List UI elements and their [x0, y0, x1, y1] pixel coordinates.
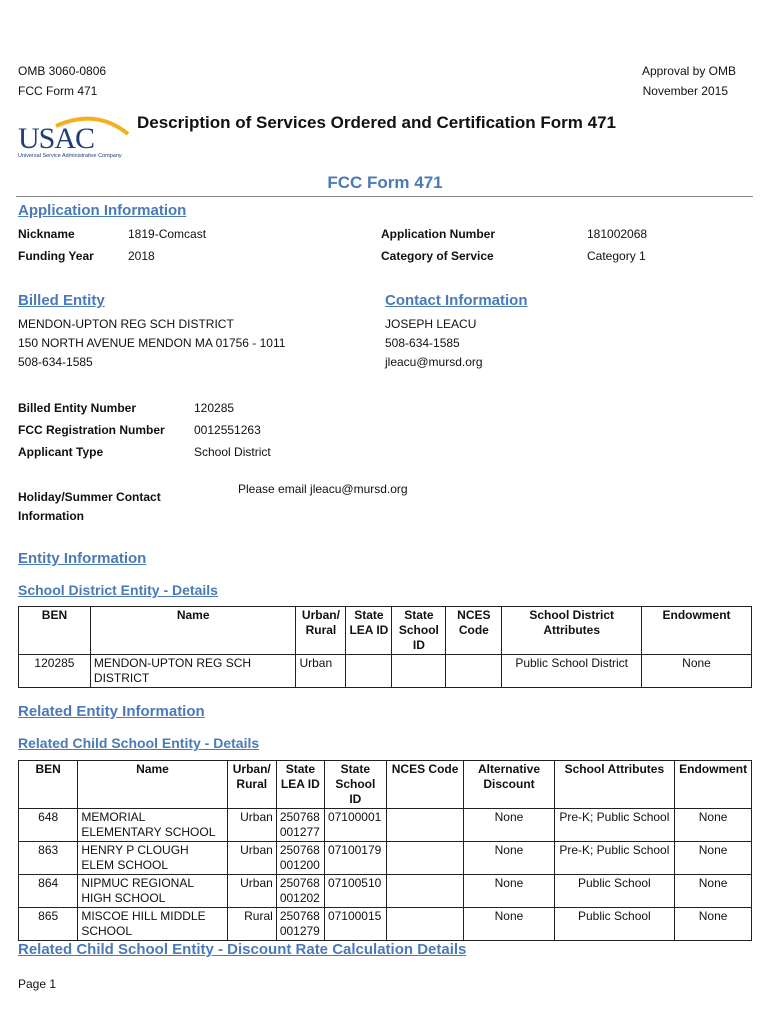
cell-urban-rural: Urban: [227, 875, 276, 908]
cell-state-lea-id: 250768 001200: [276, 842, 324, 875]
approval-label: Approval by OMB: [641, 64, 736, 78]
cell-district-attributes: Public School District: [502, 655, 642, 688]
cell-name: HENRY P CLOUGH ELEM SCHOOL: [78, 842, 227, 875]
header-divider: [16, 196, 753, 197]
cell-school-attributes: Pre-K; Public School: [554, 842, 675, 875]
col-state-lea-id: State LEA ID: [346, 607, 392, 655]
cell-state-school-id: [392, 655, 446, 688]
cell-state-school-id: 07100510: [324, 875, 386, 908]
application-heading: Application Information: [18, 202, 187, 219]
nickname-label: Nickname: [18, 227, 75, 241]
cell-nces-code: [386, 908, 464, 941]
cell-endowment: None: [675, 875, 752, 908]
col-ben: BEN: [19, 607, 91, 655]
cell-state-lea-id: 250768 001279: [276, 908, 324, 941]
cell-state-school-id: 07100015: [324, 908, 386, 941]
col-nces-code: NCES Code: [386, 761, 464, 809]
logo-subtext: Universal Service Administrative Company: [18, 153, 122, 159]
cell-school-attributes: Public School: [554, 908, 675, 941]
col-ben: BEN: [19, 761, 78, 809]
page-title: Description of Services Ordered and Certification Form 471: [137, 113, 616, 132]
entity-heading: Entity Information: [18, 550, 147, 567]
child-details-heading: Related Child School Entity - Details: [18, 735, 260, 751]
col-urban-rural: Urban/ Rural: [227, 761, 276, 809]
col-state-school-id: State School ID: [392, 607, 446, 655]
cell-ben: 120285: [19, 655, 91, 688]
cell-alternative-discount: None: [464, 842, 554, 875]
ben-label: Billed Entity Number: [18, 401, 137, 415]
cell-endowment: None: [642, 655, 752, 688]
cell-nces-code: [446, 655, 502, 688]
form-heading: FCC Form 471: [327, 173, 443, 192]
holiday-contact-label-1: Holiday/Summer Contact: [18, 490, 161, 504]
frn-label: FCC Registration Number: [18, 423, 165, 437]
cell-endowment: None: [675, 809, 752, 842]
discount-calc-heading: Related Child School Entity - Discount Rate Calculation Details: [18, 941, 467, 958]
table-row: [19, 842, 752, 875]
related-entity-heading: Related Entity Information: [18, 703, 205, 720]
category-value: Category 1: [587, 249, 646, 263]
cell-state-lea-id: 250768 001277: [276, 809, 324, 842]
cell-nces-code: [386, 809, 464, 842]
cell-school-attributes: Pre-K; Public School: [554, 809, 675, 842]
district-details-heading: School District Entity - Details: [18, 582, 218, 598]
col-name: Name: [78, 761, 227, 809]
contact-phone: 508-634-1585: [385, 336, 460, 350]
logo-text: USAC: [18, 122, 95, 155]
col-alternative-discount: Alternative Discount: [464, 761, 554, 809]
funding-year-label: Funding Year: [18, 249, 94, 263]
cell-state-school-id: 07100179: [324, 842, 386, 875]
cell-nces-code: [386, 875, 464, 908]
billed-entity-address: 150 NORTH AVENUE MENDON MA 01756 - 1011: [18, 336, 286, 350]
district-table: [18, 606, 752, 688]
cell-urban-rural: Urban: [227, 809, 276, 842]
child-table: [18, 760, 752, 941]
application-number-label: Application Number: [381, 227, 496, 241]
billed-entity-name: MENDON-UPTON REG SCH DISTRICT: [18, 317, 234, 331]
cell-urban-rural: Urban: [296, 655, 346, 688]
cell-ben: 648: [19, 809, 78, 842]
table-row: [19, 875, 752, 908]
col-nces-code: NCES Code: [446, 607, 502, 655]
cell-ben: 864: [19, 875, 78, 908]
ben-value: 120285: [194, 401, 235, 415]
holiday-contact-value: Please email jleacu@mursd.org: [238, 482, 408, 496]
cell-state-lea-id: 250768 001202: [276, 875, 324, 908]
cell-name: MISCOE HILL MIDDLE SCHOOL: [78, 908, 227, 941]
col-endowment: Endowment: [675, 761, 752, 809]
table-row: [19, 809, 752, 842]
cell-urban-rural: Urban: [227, 842, 276, 875]
child-table-header: [19, 761, 752, 809]
cell-name: MENDON-UPTON REG SCH DISTRICT: [90, 655, 296, 688]
applicant-type-label: Applicant Type: [18, 445, 104, 459]
holiday-contact-label-2: Information: [18, 509, 84, 523]
col-name: Name: [90, 607, 296, 655]
col-school-attributes: School Attributes: [554, 761, 675, 809]
page-number: Page 1: [18, 977, 57, 991]
cell-alternative-discount: None: [464, 875, 554, 908]
cell-school-attributes: Public School: [554, 875, 675, 908]
contact-email: jleacu@mursd.org: [385, 355, 483, 369]
contact-name: JOSEPH LEACU: [385, 317, 477, 331]
cell-ben: 863: [19, 842, 78, 875]
cell-ben: 865: [19, 908, 78, 941]
col-endowment: Endowment: [642, 607, 752, 655]
cell-endowment: None: [675, 908, 752, 941]
applicant-type-value: School District: [194, 445, 271, 459]
usac-logo: [16, 112, 136, 164]
cell-state-school-id: 07100001: [324, 809, 386, 842]
col-district-attributes: School District Attributes: [502, 607, 642, 655]
category-label: Category of Service: [381, 249, 494, 263]
col-state-school-id: State School ID: [324, 761, 386, 809]
col-urban-rural: Urban/ Rural: [296, 607, 346, 655]
omb-number: OMB 3060-0806: [18, 64, 107, 78]
frn-value: 0012551263: [194, 423, 261, 437]
application-number-value: 181002068: [587, 227, 648, 241]
district-table-header: [19, 607, 752, 655]
contact-heading: Contact Information: [385, 292, 528, 309]
cell-alternative-discount: None: [464, 809, 554, 842]
cell-nces-code: [386, 842, 464, 875]
cell-name: NIPMUC REGIONAL HIGH SCHOOL: [78, 875, 227, 908]
cell-name: MEMORIAL ELEMENTARY SCHOOL: [78, 809, 227, 842]
table-row: [19, 908, 752, 941]
form-label: FCC Form 471: [18, 84, 98, 98]
billed-entity-phone: 508-634-1585: [18, 355, 93, 369]
col-state-lea-id: State LEA ID: [276, 761, 324, 809]
funding-year-value: 2018: [128, 249, 155, 263]
approval-date: November 2015: [642, 84, 728, 98]
table-row: [19, 655, 752, 688]
nickname-value: 1819-Comcast: [128, 227, 207, 241]
cell-alternative-discount: None: [464, 908, 554, 941]
cell-endowment: None: [675, 842, 752, 875]
cell-urban-rural: Rural: [227, 908, 276, 941]
cell-state-lea-id: [346, 655, 392, 688]
billed-entity-heading: Billed Entity: [18, 292, 105, 309]
